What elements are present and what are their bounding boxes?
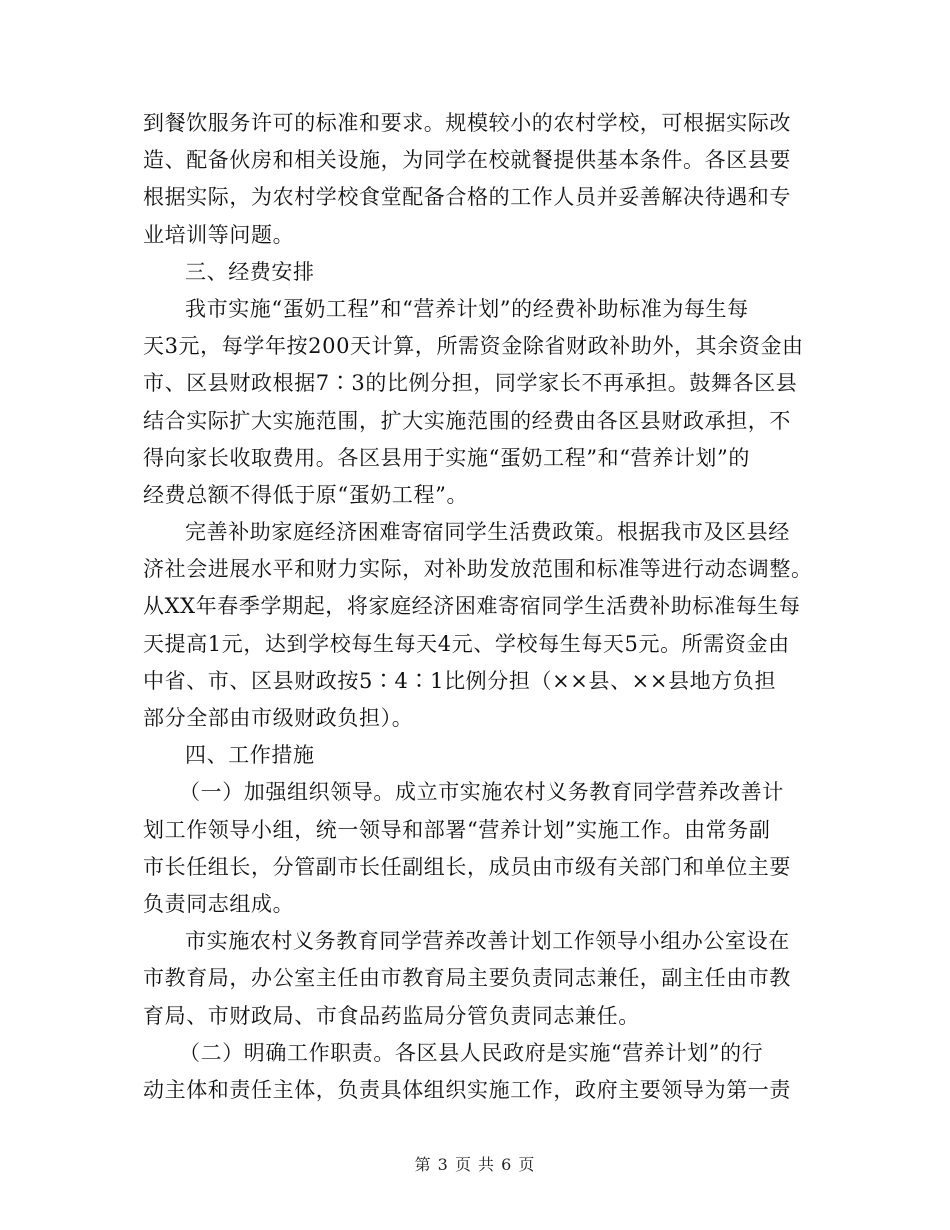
text-line: 中省、市、区县财政按5∶4∶1比例分担（××县、××县地方负担 — [143, 668, 777, 693]
paragraph-start-line: （一）加强组织领导。成立市实施农村义务教育同学营养改善计 — [179, 780, 784, 805]
document-body — [143, 105, 815, 1109]
text-line: 育局、市财政局、市食品药监局分管负责同志兼任。 — [143, 1003, 640, 1028]
text-line: 部分全部由市级财政负担）。 — [143, 706, 414, 730]
section-heading: 四、工作措施 — [185, 743, 315, 768]
text-line: 造、配备伙房和相关设施，为同学在校就餐提供基本条件。各区县要 — [143, 148, 791, 173]
paragraph-start-line: 市实施农村义务教育同学营养改善计划工作领导小组办公室设在 — [185, 929, 790, 954]
text-line: 市教育局，办公室主任由市教育局主要负责同志兼任，副主任由市教 — [143, 966, 791, 991]
page-number-footer: 第 3 页 共 6 页 — [414, 1155, 536, 1174]
text-line: 业培训等问题。 — [143, 222, 295, 247]
text-line: 结合实际扩大实施范围，扩大实施范围的经费由各区县财政承担，不 — [143, 408, 791, 433]
text-line: 天提高1元，达到学校每生每天4元、学校每生每天5元。所需资金由 — [143, 631, 790, 656]
paragraph-start-line: （二）明确工作职责。各区县人民政府是实施“营养计划”的行 — [179, 1040, 764, 1065]
text-line: 到餐饮服务许可的标准和要求。规模较小的农村学校，可根据实际改 — [143, 111, 791, 135]
section-heading: 三、经费安排 — [185, 259, 315, 284]
text-line: 济社会进展水平和财力实际，对补助发放范围和标准等进行动态调整。 — [143, 557, 813, 582]
text-line: 划工作领导小组，统一领导和部署“营养计划”实施工作。由常务副 — [143, 817, 771, 842]
text-line: 经费总额不得低于原“蛋奶工程”。 — [143, 482, 469, 507]
text-line: 负责同志组成。 — [143, 891, 295, 916]
text-line: 得向家长收取费用。各区县用于实施“蛋奶工程”和“营养计划”的 — [143, 445, 750, 470]
text-line: 天3元，每学年按200天计算，所需资金除省财政补助外，其余资金由 — [143, 334, 804, 359]
text-line: 从XX年春季学期起，将家庭经济困难寄宿同学生活费补助标准每生每 — [143, 594, 801, 619]
text-line: 市长任组长，分管副市长任副组长，成员由市级有关部门和单位主要 — [143, 854, 791, 879]
text-line: 根据实际，为农村学校食堂配备合格的工作人员并妥善解决待遇和专 — [143, 185, 791, 210]
paragraph-start-line: 完善补助家庭经济困难寄宿同学生活费政策。根据我市及区县经 — [185, 520, 790, 545]
paragraph-start-line: 我市实施“蛋奶工程”和“营养计划”的经费补助标准为每生每 — [185, 296, 749, 321]
text-line: 市、区县财政根据7∶3的比例分担，同学家长不再承担。鼓舞各区县 — [143, 371, 798, 396]
text-line: 动主体和责任主体，负责具体组织实施工作，政府主要领导为第一责 — [143, 1077, 791, 1102]
